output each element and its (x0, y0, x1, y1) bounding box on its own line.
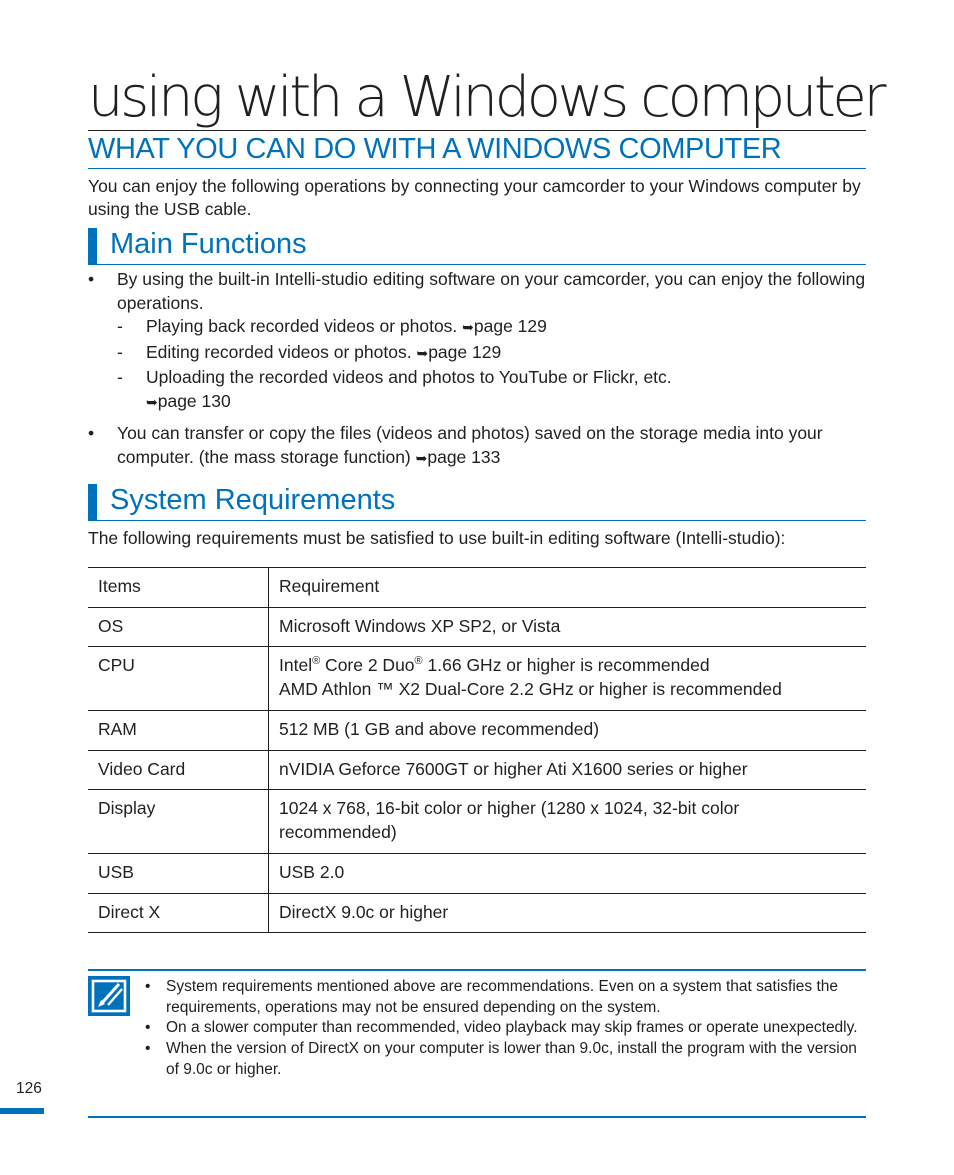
table-cell-item: USB (88, 854, 269, 894)
intro-text: You can enjoy the following operations by connecting your camcorder to your Windows computer by using the USB cable. (88, 176, 861, 219)
list-item (88, 366, 868, 415)
note-text: When the version of DirectX on your computer is lower than 9.0c, install the program with the version of 9.0c or higher. (166, 1040, 857, 1078)
registered-mark: ® (414, 655, 423, 668)
table-row (88, 647, 866, 711)
system-requirements-title: System Requirements (110, 484, 396, 516)
heading-bar (88, 484, 97, 520)
table-header-cell: Items (88, 568, 269, 608)
table-row (88, 893, 866, 933)
section-title: WHAT YOU CAN DO WITH A WINDOWS COMPUTER (88, 130, 866, 169)
table-cell-requirement: 512 MB (1 GB and above recommended) (269, 711, 867, 751)
bullet-dot: • (88, 269, 95, 289)
page-ref-arrow-icon: ➥ (146, 394, 158, 411)
cpu-speed: 1.66 GHz or higher is recommended (422, 655, 710, 675)
table-cell-item: Direct X (88, 893, 269, 933)
table-cell-requirement: Microsoft Windows XP SP2, or Vista (269, 607, 867, 647)
table-cell-item: RAM (88, 711, 269, 751)
table-cell-requirement: USB 2.0 (269, 854, 867, 894)
dash: - (117, 316, 123, 336)
bullet-text: You can transfer or copy the files (videos and photos) saved on the storage media into your computer. (the mass storage function) (117, 423, 823, 467)
main-functions-title: Main Functions (110, 228, 307, 260)
table-row (88, 607, 866, 647)
list-item (88, 341, 868, 367)
table-cell-item: OS (88, 607, 269, 647)
list-item (88, 315, 868, 341)
sub-item-text: Playing back recorded videos or photos. (146, 316, 463, 336)
note-box (88, 969, 866, 1118)
page-number: 126 (16, 1080, 42, 1097)
table-cell-requirement: 1024 x 768, 16-bit color or higher (1280 x 1024, 32-bit color recommended) (269, 790, 867, 854)
chapter-title: using with a Windows computer (88, 65, 884, 130)
requirements-table (88, 567, 866, 933)
table-cell-requirement: DirectX 9.0c or higher (269, 893, 867, 933)
table-row (88, 711, 866, 751)
table-cell-item: Display (88, 790, 269, 854)
bullet-dot: • (145, 978, 151, 995)
table-cell-item: Video Card (88, 750, 269, 790)
page-ref[interactable]: page 130 (157, 390, 231, 411)
table-row (88, 854, 866, 894)
registered-mark: ® (312, 655, 321, 668)
table-row (88, 750, 866, 790)
dash: - (117, 341, 123, 362)
dash: - (117, 367, 123, 387)
table-cell-item: CPU (88, 647, 269, 711)
page-ref[interactable]: page 129 (473, 316, 547, 336)
sub-item-text: Editing recorded videos or photos. (146, 341, 417, 362)
table-cell-requirement (269, 647, 867, 711)
note-text: System requirements mentioned above are recommendations. Even on a system that satisfies the requirements, operations may not be ensured depending on the system. (166, 978, 839, 1016)
table-header-cell: Requirement (269, 568, 867, 608)
note-pencil-icon (88, 976, 130, 1016)
table-header-row (88, 568, 866, 608)
heading-bar (88, 228, 97, 264)
bullet-dot: • (145, 1040, 151, 1058)
main-functions-heading (88, 228, 866, 265)
list-item (88, 422, 868, 471)
system-requirements-heading (88, 484, 866, 521)
page-ref[interactable]: page 133 (427, 446, 501, 467)
note-item (145, 1039, 867, 1080)
table-cell-requirement: nVIDIA Geforce 7600GT or higher Ati X1600 series or higher (269, 750, 867, 790)
note-item (145, 1018, 867, 1039)
requirements-intro: The following requirements must be satisfied to use built-in editing software (Intelli-studio): (88, 528, 786, 548)
bullet-text: By using the built-in Intelli-studio editing software on your camcorder, you can enjoy the following operations. (117, 269, 866, 313)
cpu-intel: Intel (279, 655, 313, 675)
page-ref-arrow-icon: ➥ (462, 320, 474, 336)
cpu-core: Core 2 Duo (320, 655, 415, 675)
note-text: On a slower computer than recommended, video playback may skip frames or operate unexpectedly. (166, 1019, 858, 1037)
main-functions-list (88, 268, 868, 471)
note-item (145, 977, 867, 1018)
page-number-bar (0, 1108, 44, 1114)
cpu-amd: AMD Athlon ™ X2 Dual-Core 2.2 GHz or higher is recommended (279, 678, 782, 699)
list-item (88, 268, 868, 315)
note-list (145, 977, 867, 1081)
page-ref-arrow-icon: ➥ (415, 450, 428, 467)
bullet-dot: • (88, 423, 95, 443)
table-row (88, 790, 866, 854)
bullet-dot: • (145, 1019, 151, 1037)
page-ref[interactable]: page 129 (428, 341, 502, 362)
sub-item-text: Uploading the recorded videos and photos to YouTube or Flickr, etc. (146, 367, 672, 387)
page-ref-arrow-icon: ➥ (416, 345, 429, 362)
